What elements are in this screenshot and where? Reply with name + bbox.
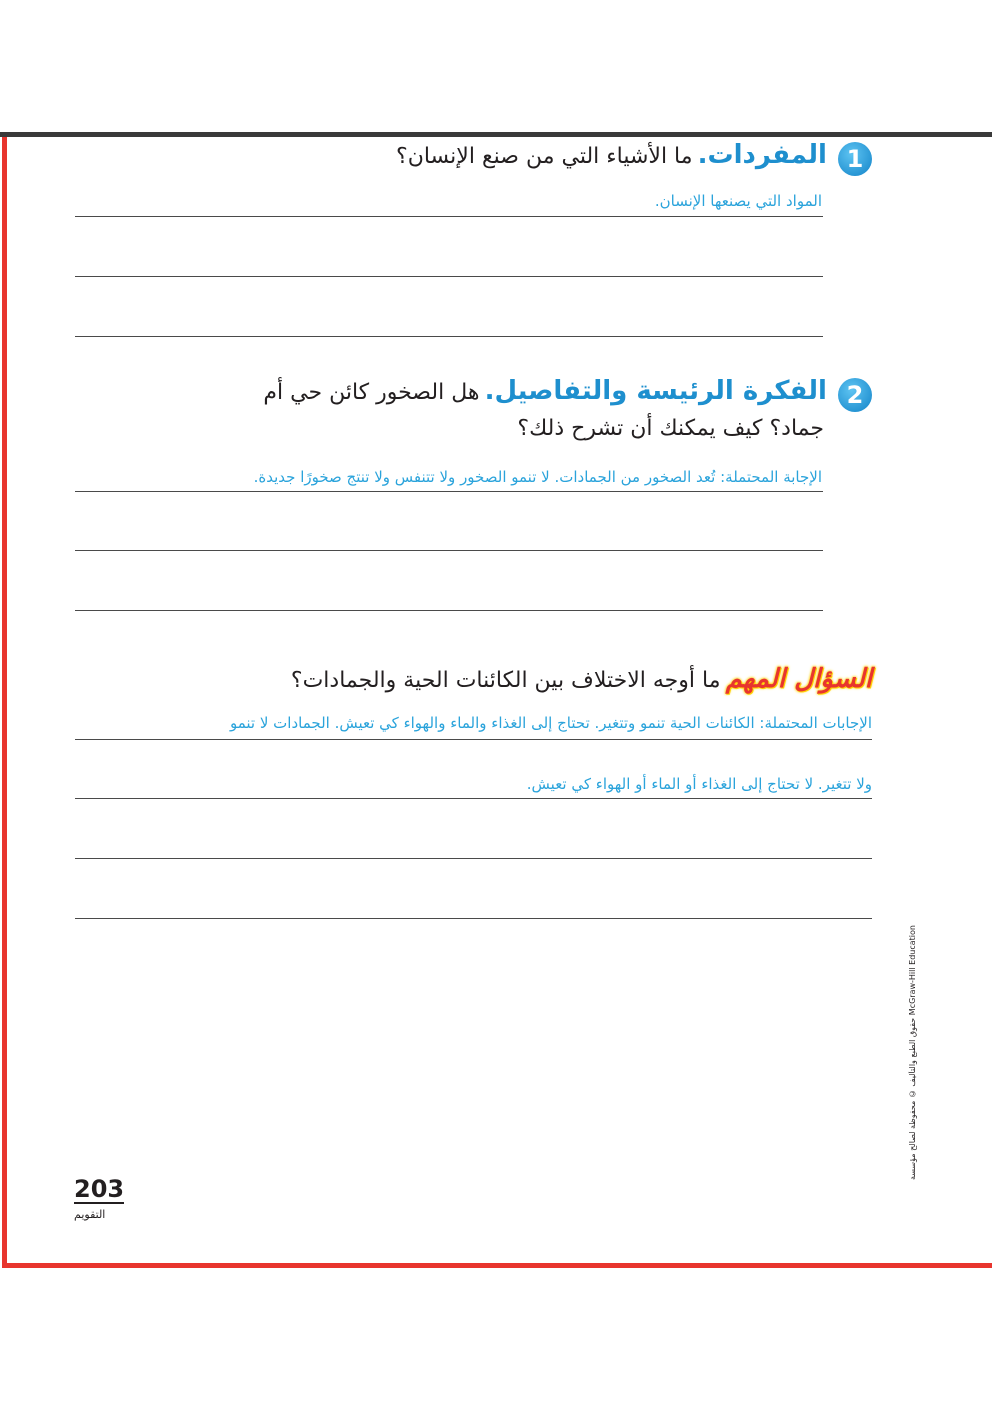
answer-line [75,739,872,740]
answer-line [75,858,872,859]
question-number-badge: 2 [838,378,872,412]
question-1 [396,140,872,176]
question-text: ما أوجه الاختلاف بين الكائنات الحية والجمادات؟ [290,668,721,693]
left-border [2,137,7,1267]
answer-line [75,216,823,217]
question-heading: المفردات. [697,140,827,170]
question-2 [263,376,872,412]
answer-line [75,798,872,799]
question-text: هل الصخور كائن حي أم [263,380,480,405]
question-heading: الفكرة الرئيسة والتفاصيل. [484,376,827,406]
top-border [0,132,992,137]
copyright-notice: حقوق الطبع والتأليف © محفوظة لصالح مؤسسة McGraw-Hill Education [908,925,917,1180]
question-text-line2: جماد؟ كيف يمكنك أن تشرح ذلك؟ [517,416,824,441]
answer-line [75,550,823,551]
answer-text: الإجابات المحتملة: الكائنات الحية تنمو وتتغير. تحتاج إلى الغذاء والماء والهواء كي تعيش. الجمادات لا تنمو [229,714,872,732]
question-number-badge: 1 [838,142,872,176]
question-text: ما الأشياء التي من صنع الإنسان؟ [396,144,693,169]
section-label: التقويم [74,1208,106,1221]
page-number: 203 [74,1175,125,1203]
answer-text: ولا تتغير. لا تحتاج إلى الغذاء أو الماء أو الهواء كي تعيش. [526,775,872,793]
answer-line [75,610,823,611]
bottom-border [2,1263,992,1268]
answer-line [75,276,823,277]
answer-line [75,918,872,919]
essential-question-tag: السؤال المهم [725,664,872,694]
answer-text: الإجابة المحتملة: تُعد الصخور من الجمادات. لا تنمو الصخور ولا تتنفس ولا تنتج صخورًا جديدة. [253,468,822,486]
essential-question [291,664,872,694]
answer-text: المواد التي يصنعها الإنسان. [654,192,822,210]
answer-line [75,336,823,337]
answer-line [75,491,823,492]
